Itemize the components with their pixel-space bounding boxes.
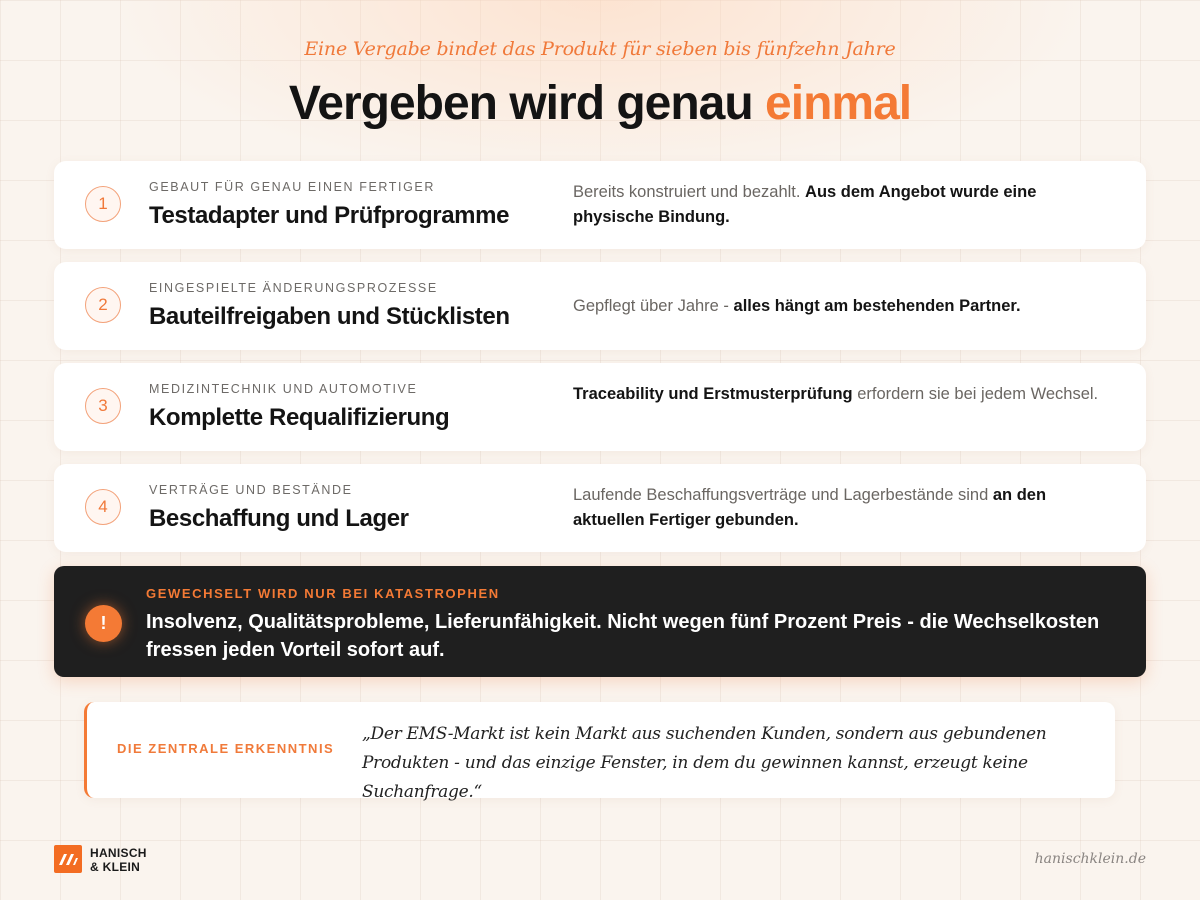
- exclamation-icon: !: [85, 605, 122, 642]
- insight-quote: „Der EMS-Markt ist kein Markt aus suchenden Kunden, sondern aus gebundenen Produkten - und das einzige Fenster, in dem du gewinnen kannst, erzeugt keine Suchanfrage.“: [362, 724, 1047, 802]
- warning-text: Insolvenz, Qualitätsprobleme, Lieferunfähigkeit. Nicht wegen fünf Prozent Preis - die Wechselkosten fressen jeden Vorteil sofort auf.: [146, 611, 1100, 661]
- card-label: EINGESPIELTE ÄNDERUNGSPROZESSE: [149, 281, 438, 295]
- card-heading: Testadapter und Prüfprogramme: [149, 202, 510, 229]
- logo-line-1: HANISCH: [90, 846, 147, 860]
- number-badge: 2: [85, 287, 121, 323]
- card-4: [54, 464, 1146, 552]
- website-link[interactable]: hanischklein.de: [1034, 851, 1146, 867]
- desc-bold: Traceability und Erstmusterprüfung: [573, 385, 853, 403]
- card-2: [54, 262, 1146, 350]
- number-badge: 3: [85, 388, 121, 424]
- logo-mark-icon: [54, 845, 82, 873]
- desc-plain: erfordern sie bei jedem Wechsel.: [852, 385, 1099, 403]
- number-badge: 4: [85, 489, 121, 525]
- card-1: [54, 161, 1146, 249]
- card-description: [573, 382, 1113, 407]
- card-heading: Komplette Requalifizierung: [149, 404, 450, 431]
- card-description: [573, 294, 1113, 319]
- desc-bold: Aus dem Angebot wurde eine physische Bindung.: [573, 183, 1037, 226]
- desc-plain: Gepflegt über Jahre -: [573, 297, 734, 315]
- card-label: VERTRÄGE UND BESTÄNDE: [149, 483, 353, 497]
- title-accent: einmal: [765, 77, 912, 130]
- logo-text: [90, 846, 180, 874]
- warning-panel: [54, 566, 1146, 677]
- card-label: MEDIZINTECHNIK UND AUTOMOTIVE: [149, 382, 418, 396]
- card-3: [54, 363, 1146, 451]
- subtitle: Eine Vergabe bindet das Produkt für sieben bis fünfzehn Jahre: [304, 38, 896, 60]
- insight-box: [84, 702, 1115, 802]
- page-title: [0, 76, 1200, 131]
- card-heading: Bauteilfreigaben und Stücklisten: [149, 303, 510, 330]
- warning-label: GEWECHSELT WIRD NUR BEI KATASTROPHEN: [146, 586, 500, 601]
- card-description: [573, 180, 1113, 230]
- insight-label: DIE ZENTRALE ERKENNTNIS: [117, 741, 335, 756]
- card-description: [573, 483, 1113, 533]
- title-main: Vergeben wird genau: [288, 77, 766, 130]
- card-heading: Beschaffung und Lager: [149, 505, 409, 532]
- card-label: GEBAUT FÜR GENAU EINEN FERTIGER: [149, 180, 435, 194]
- desc-plain: Laufende Beschaffungsverträge und Lagerbestände sind: [573, 486, 993, 504]
- number-badge: 1: [85, 186, 121, 222]
- desc-bold: an den aktuellen Fertiger gebunden.: [573, 486, 1047, 529]
- desc-bold: alles hängt am bestehenden Partner.: [733, 297, 1021, 315]
- logo-line-2: & KLEIN: [90, 860, 141, 874]
- desc-plain: Bereits konstruiert und bezahlt.: [573, 183, 806, 201]
